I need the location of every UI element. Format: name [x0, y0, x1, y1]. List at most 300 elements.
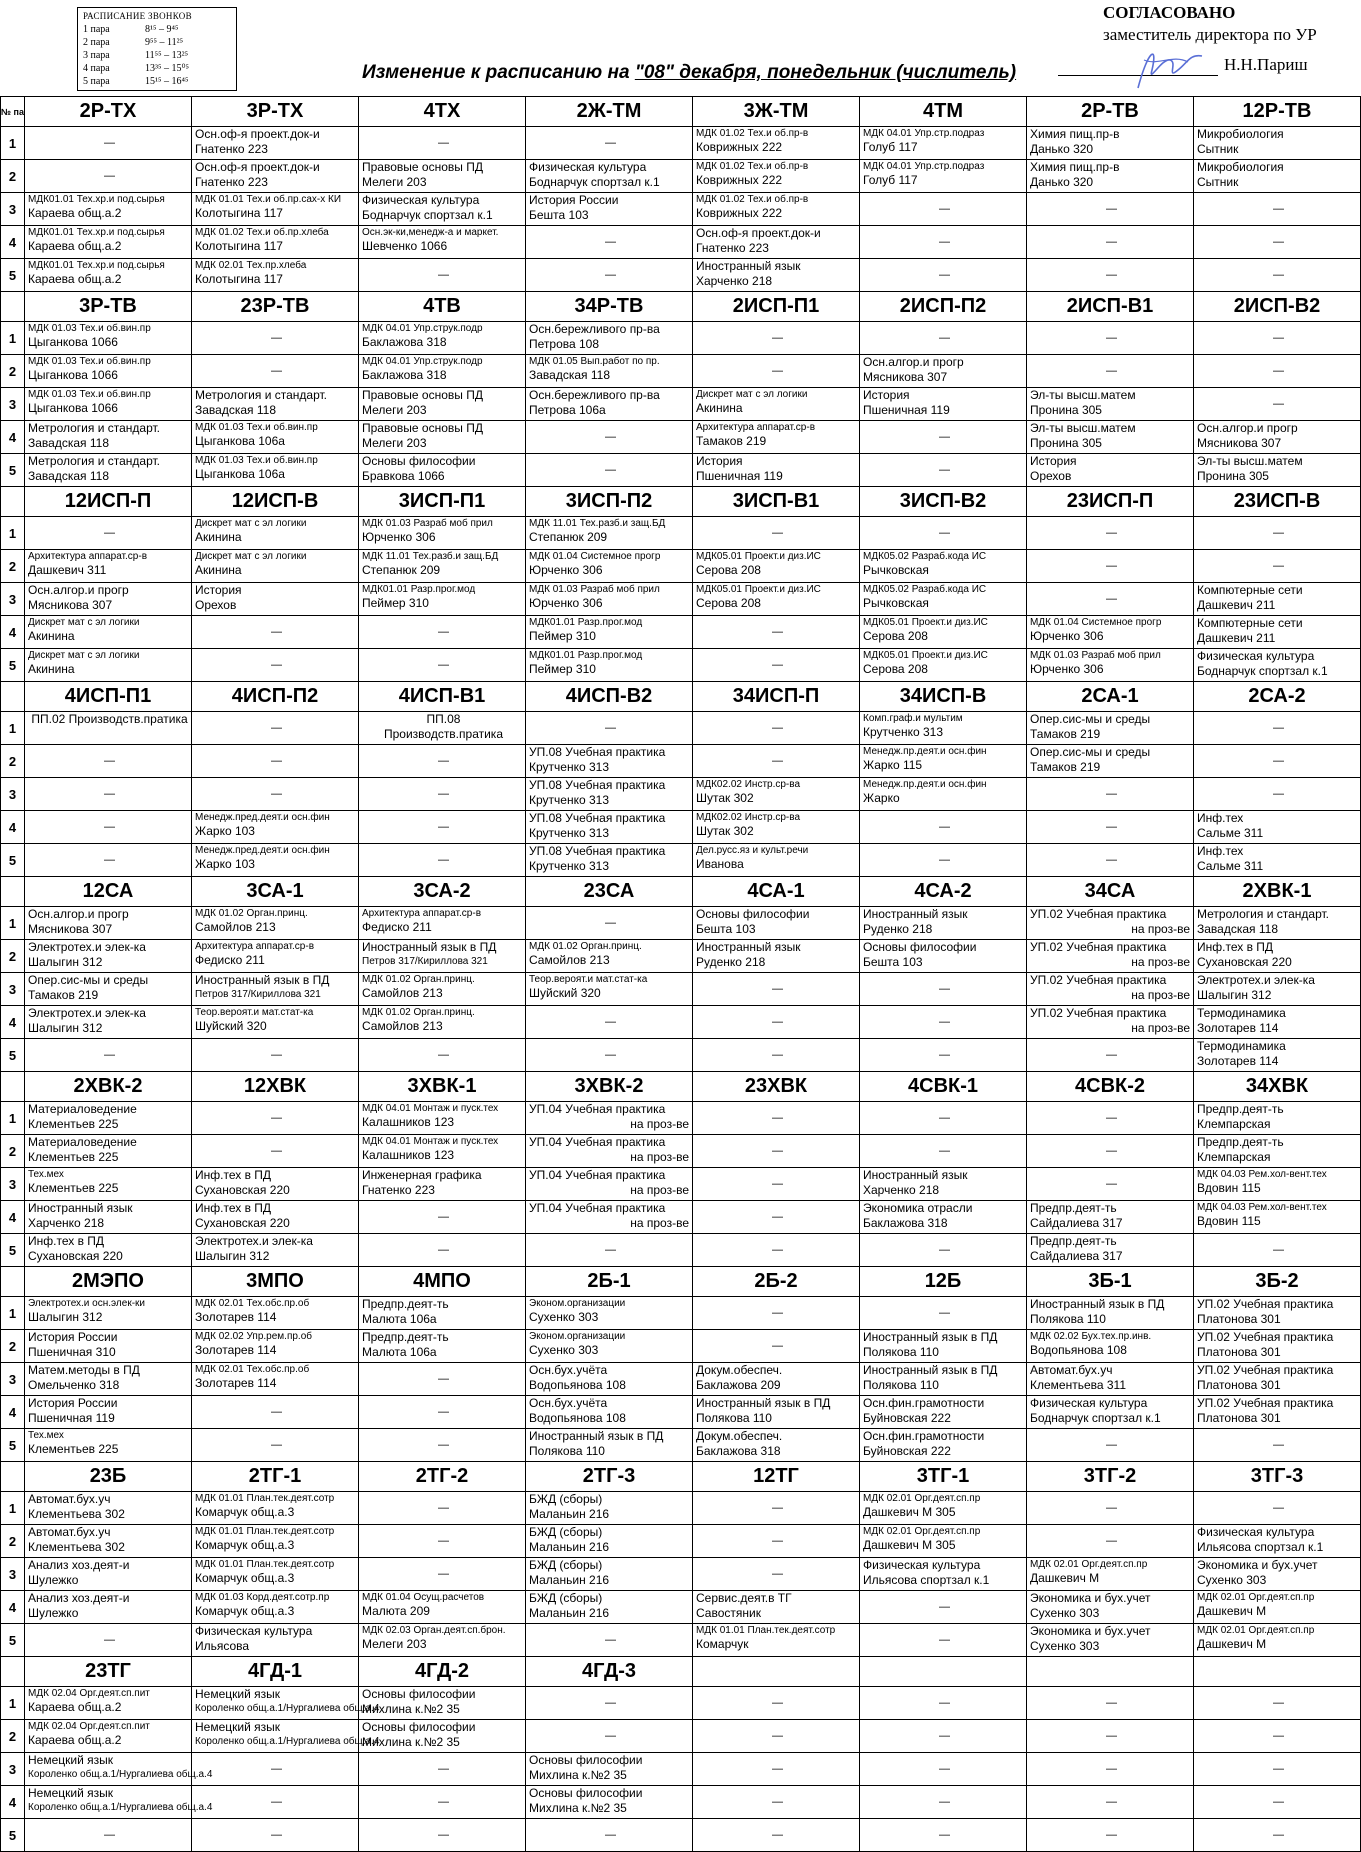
pair-number: 2	[1, 160, 25, 193]
lesson-cell	[1194, 127, 1361, 160]
subject: УП.02 Учебная практика	[1030, 973, 1167, 987]
pair-number: 3	[1, 1558, 25, 1591]
lesson-cell	[693, 127, 860, 160]
subject: МДК05.01 Проект.и диз.ИС	[696, 551, 821, 562]
group-name: 23ХВК	[693, 1072, 860, 1102]
lesson-cell	[192, 1492, 359, 1525]
lesson-cell	[192, 907, 359, 940]
group-name	[1027, 1657, 1194, 1687]
lesson-cell	[359, 1135, 526, 1168]
subject: МДК 01.04 Системное прогр	[1030, 617, 1162, 628]
pair-number: 5	[1, 1429, 25, 1462]
lesson-cell: —	[693, 1558, 860, 1591]
teacher-room: Полякова 110	[1030, 1312, 1106, 1326]
subject: МДК01.01 Тех.хр.и под.сырья	[28, 194, 165, 205]
group-name: 4СВК-1	[860, 1072, 1027, 1102]
subject: МДК 01.02 Орган.принц.	[362, 974, 475, 985]
lesson-cell	[1027, 1591, 1194, 1624]
teacher-room: Водопьянова 108	[1030, 1343, 1127, 1357]
teacher-room: Дашкевич М 305	[863, 1505, 956, 1519]
lesson-row	[1, 1819, 1361, 1852]
group-name: 2ИСП-В2	[1194, 292, 1361, 322]
lesson-cell	[526, 160, 693, 193]
group-name: 2ИСП-П2	[860, 292, 1027, 322]
teacher-room: Комарчук общ.а.3	[195, 1538, 295, 1552]
teacher-room: на проз-ве	[1131, 922, 1190, 936]
pair-number-header	[1, 877, 25, 907]
subject: Метрология и стандарт.	[195, 388, 327, 402]
lesson-cell	[25, 1168, 192, 1201]
group-name: 4СА-2	[860, 877, 1027, 907]
lesson-row	[1, 616, 1361, 649]
lesson-cell: —	[1027, 1039, 1194, 1072]
lesson-cell: —	[693, 1168, 860, 1201]
teacher-room: Самойлов 213	[195, 920, 276, 934]
subject: Дискрет мат с эл логики	[28, 650, 140, 661]
subject: Основы философии	[529, 1753, 643, 1767]
subject: Осн.оф-я проект.док-и	[195, 160, 320, 174]
lesson-cell	[359, 421, 526, 454]
pair-number: 3	[1, 973, 25, 1006]
teacher-room: Данько 320	[1030, 142, 1094, 156]
subject: Автомат.бух.уч	[1030, 1363, 1113, 1377]
subject: УП.08 Учебная практика	[529, 844, 666, 858]
lesson-cell	[860, 388, 1027, 421]
pair-number: 3	[1, 388, 25, 421]
subject: МДК 01.05 Вып.работ по пр.	[529, 356, 660, 367]
subject: История России	[529, 193, 619, 207]
subject: Основы философии	[362, 454, 476, 468]
teacher-room: Клементьев 225	[28, 1442, 119, 1456]
teacher-room: Омельченко 318	[28, 1378, 120, 1392]
lesson-cell: —	[25, 1624, 192, 1657]
group-header-row	[1, 682, 1361, 712]
teacher-room: Федиско 211	[195, 953, 265, 967]
teacher-room: Шулежко	[28, 1573, 79, 1587]
lesson-cell: —	[25, 517, 192, 550]
subject: Электротех.и элек-ка	[195, 1234, 313, 1248]
lesson-cell	[860, 1492, 1027, 1525]
teacher-room: Золотарев 114	[1197, 1054, 1279, 1068]
subject: МДК05.01 Проект.и диз.ИС	[696, 584, 821, 595]
group-name: 2СА-2	[1194, 682, 1361, 712]
subject: УП.02 Учебная практика	[1197, 1396, 1334, 1410]
subject: Менедж.пред.деят.и осн.фин	[195, 845, 330, 856]
subject: МДК05.01 Проект.и диз.ИС	[863, 650, 988, 661]
subject: Менедж.пред.деят.и осн.фин	[195, 812, 330, 823]
lesson-cell	[860, 160, 1027, 193]
teacher-room: Федиско 211	[362, 920, 432, 934]
teacher-room: Золотарев 114	[195, 1343, 277, 1357]
subject: МДК 01.04 Осущ.расчетов	[362, 1592, 485, 1603]
subject: Предпр.деят-ть	[1197, 1135, 1284, 1149]
group-name: 3ТГ-1	[860, 1462, 1027, 1492]
teacher-room: Шалыгин 312	[28, 1021, 103, 1035]
subject: Иностранный язык	[696, 259, 801, 273]
teacher-room: Клементьева 302	[28, 1540, 125, 1554]
lesson-cell: —	[359, 616, 526, 649]
lesson-cell	[192, 259, 359, 292]
lesson-cell	[860, 1558, 1027, 1591]
bell-row: 2 пара 9⁵⁵ – 11²⁵	[83, 37, 184, 48]
lesson-cell	[1027, 1234, 1194, 1267]
teacher-room: Пеймер 310	[362, 596, 429, 610]
pair-number-header: № па	[1, 97, 25, 127]
group-name: 3ХВК-1	[359, 1072, 526, 1102]
teacher-room: Цыганкова 1066	[28, 335, 118, 349]
subject: УП.08 Учебная практика	[529, 778, 666, 792]
subject: Архитектура аппарат.ср-в	[28, 551, 148, 562]
lesson-cell: —	[860, 193, 1027, 226]
lesson-cell	[1027, 388, 1194, 421]
lesson-cell	[526, 1525, 693, 1558]
teacher-room: Коврижных 222	[696, 206, 783, 220]
subject: Иностранный язык в ПД	[529, 1429, 664, 1443]
lesson-row	[1, 1297, 1361, 1330]
lesson-cell	[693, 550, 860, 583]
lesson-cell: —	[1194, 1234, 1361, 1267]
pair-number: 2	[1, 1720, 25, 1753]
lesson-row	[1, 811, 1361, 844]
subject: БЖД (сборы)	[529, 1525, 603, 1539]
teacher-room: Михлина к.№2 35	[529, 1801, 627, 1815]
subject: МДК01.01 Разр.прог.мод	[529, 650, 643, 661]
subject: МДК 01.02 Тех.и об.пр-в	[696, 161, 809, 172]
pair-number: 1	[1, 712, 25, 745]
teacher-room: Жарко 115	[863, 758, 923, 772]
pair-number: 4	[1, 1201, 25, 1234]
lesson-cell	[192, 811, 359, 844]
lesson-cell: —	[1027, 1492, 1194, 1525]
teacher-room: Баклажова 318	[696, 1444, 781, 1458]
subject: Физическая культура	[863, 1558, 981, 1572]
teacher-room: Золотарев 114	[195, 1310, 277, 1324]
lesson-row	[1, 421, 1361, 454]
lesson-row	[1, 1687, 1361, 1720]
lesson-cell: —	[192, 355, 359, 388]
teacher-room: Сухенко 303	[1030, 1606, 1100, 1620]
subject: Физическая культура	[529, 160, 647, 174]
teacher-room: Пшеничная 119	[696, 469, 783, 483]
lesson-cell	[860, 1429, 1027, 1462]
teacher-room: Шутак 302	[696, 791, 754, 805]
subject: УП.02 Учебная практика	[1030, 940, 1167, 954]
subject: Осн.эк-ки,менедж-а и маркет.	[362, 227, 499, 238]
lesson-cell	[1194, 1297, 1361, 1330]
lesson-cell	[25, 1396, 192, 1429]
pair-number-header	[1, 1072, 25, 1102]
teacher-room: Дашкевич 211	[1197, 631, 1276, 645]
group-header-row	[1, 877, 1361, 907]
lesson-cell: —	[1027, 1135, 1194, 1168]
lesson-cell	[359, 1297, 526, 1330]
lesson-row	[1, 1135, 1361, 1168]
pair-number: 5	[1, 1234, 25, 1267]
teacher-room: Клементьева 302	[28, 1507, 125, 1521]
subject: Физическая культура	[362, 193, 480, 207]
subject: История	[863, 388, 910, 402]
lesson-cell: —	[860, 1102, 1027, 1135]
lesson-cell	[1027, 1558, 1194, 1591]
lesson-cell: —	[359, 1525, 526, 1558]
subject: Теор.вероят.и мат.стат-ка	[529, 974, 648, 985]
subject: МДК 02.01 Орг.деят.сп.пр	[1197, 1592, 1315, 1603]
lesson-row	[1, 1201, 1361, 1234]
teacher-room: Орехов	[1030, 469, 1072, 483]
lesson-cell	[860, 550, 1027, 583]
subject: МДК 01.02 Тех.и об.пр-в	[696, 194, 809, 205]
lesson-cell: —	[860, 454, 1027, 487]
lesson-cell	[192, 421, 359, 454]
lesson-cell: —	[1027, 811, 1194, 844]
pair-number: 1	[1, 1687, 25, 1720]
lesson-row	[1, 649, 1361, 682]
lesson-cell	[1194, 1396, 1361, 1429]
subject: Анализ хоз.деят-и	[28, 1591, 130, 1605]
lesson-cell: —	[526, 1006, 693, 1039]
subject: Эконом.организации	[529, 1331, 626, 1342]
lesson-cell	[1027, 127, 1194, 160]
lesson-cell	[526, 649, 693, 682]
teacher-room: на проз-ве	[630, 1216, 689, 1230]
lesson-cell: —	[526, 907, 693, 940]
subject: Предпр.деят-ть	[362, 1330, 449, 1344]
teacher-room: Дашкевич М	[1197, 1637, 1267, 1651]
lesson-cell	[25, 1297, 192, 1330]
lesson-cell	[1194, 649, 1361, 682]
subject: УП.08 Учебная практика	[529, 811, 666, 825]
teacher-room: Михлина к.№2 35	[529, 1768, 627, 1782]
lesson-cell	[526, 1135, 693, 1168]
lesson-cell	[526, 1363, 693, 1396]
lesson-cell: —	[526, 454, 693, 487]
lesson-cell	[192, 193, 359, 226]
lesson-cell: —	[693, 1492, 860, 1525]
lesson-cell: —	[526, 1624, 693, 1657]
lesson-cell	[1194, 940, 1361, 973]
lesson-cell	[359, 712, 526, 745]
teacher-room: Маланьин 216	[529, 1540, 610, 1554]
lesson-cell	[25, 1330, 192, 1363]
subject: МДК 02.01 Тех.обс.пр.об	[195, 1364, 310, 1375]
subject: МДК 02.01 Орг.деят.сп.пр	[1197, 1625, 1315, 1636]
lesson-cell	[192, 1330, 359, 1363]
teacher-room: Дашкевич 211	[1197, 598, 1276, 612]
lesson-cell: —	[1194, 226, 1361, 259]
lesson-cell: —	[192, 1135, 359, 1168]
teacher-room: Сытник	[1197, 175, 1239, 189]
group-name: 2Р-ТВ	[1027, 97, 1194, 127]
lesson-cell	[526, 1786, 693, 1819]
lesson-row	[1, 1396, 1361, 1429]
group-name: 2Б-2	[693, 1267, 860, 1297]
teacher-room: Гнатенко 223	[195, 175, 268, 189]
lesson-cell	[526, 1330, 693, 1363]
pair-number: 5	[1, 1819, 25, 1852]
group-header-row	[1, 1267, 1361, 1297]
pair-number: 2	[1, 355, 25, 388]
teacher-room: Боднарчук спортзал к.1	[1030, 1411, 1161, 1425]
teacher-room: Боднарчук спортзал к.1	[1197, 664, 1328, 678]
subject: МДК 01.03 Тех.и об.вин.пр	[28, 356, 151, 367]
teacher-room: Жарко 103	[195, 824, 255, 838]
group-name: 34Р-ТВ	[526, 292, 693, 322]
teacher-room: Коврижных 222	[696, 140, 783, 154]
teacher-room: Цыганкова 1066	[28, 368, 118, 382]
subject: УП.02 Учебная практика	[1030, 1006, 1167, 1020]
group-name: 34ИСП-В	[860, 682, 1027, 712]
subject: МДК 11.01 Тех.разб.и защ.БД	[529, 518, 666, 529]
lesson-cell: —	[1194, 1819, 1361, 1852]
lesson-cell: —	[359, 844, 526, 877]
teacher-room: Юрченко 306	[529, 596, 603, 610]
teacher-room: Клементьева 311	[1030, 1378, 1127, 1392]
teacher-room: Клемпарская	[1197, 1150, 1271, 1164]
group-header-row	[1, 292, 1361, 322]
teacher-room: Тамаков 219	[1030, 760, 1101, 774]
lesson-cell	[1027, 1330, 1194, 1363]
subject: Основы философии	[863, 940, 977, 954]
teacher-room: Боднарчук спортзал к.1	[529, 175, 660, 189]
lesson-cell	[1027, 160, 1194, 193]
group-name	[1194, 1657, 1361, 1687]
subject: Инф.тех	[1197, 811, 1244, 825]
subject: Автомат.бух.уч	[28, 1525, 111, 1539]
lesson-cell	[693, 844, 860, 877]
group-name: 12ИСП-В	[192, 487, 359, 517]
subject: Опер.сис-мы и среды	[28, 973, 149, 987]
teacher-room: Юрченко 306	[1030, 629, 1104, 643]
lesson-cell	[1194, 616, 1361, 649]
teacher-room: Клементьев 225	[28, 1150, 119, 1164]
lesson-cell	[526, 193, 693, 226]
teacher-room: Маланьин 216	[529, 1606, 610, 1620]
lesson-cell	[526, 1492, 693, 1525]
subject: УП.02 Учебная практика	[1197, 1363, 1334, 1377]
teacher-room: Караева общ.а.2	[28, 206, 122, 220]
teacher-room: Завадская 118	[28, 436, 109, 450]
teacher-room: Караева общ.а.2	[28, 1733, 122, 1747]
subject: Иностранный язык	[863, 907, 968, 921]
lesson-cell	[25, 583, 192, 616]
subject: Иностранный язык	[28, 1201, 133, 1215]
teacher-room: Маланьин 216	[529, 1573, 610, 1587]
subject: УП.08 Учебная практика	[529, 745, 666, 759]
lesson-cell: —	[25, 127, 192, 160]
teacher-room: Степанюк 209	[362, 563, 441, 577]
subject: МДК 04.01 Монтаж и пуск.тех	[362, 1103, 499, 1114]
subject: Осн.бережливого пр-ва	[529, 388, 660, 402]
teacher-room: Петрова 108	[529, 337, 600, 351]
group-name: 2ИСП-П1	[693, 292, 860, 322]
lesson-cell	[1027, 616, 1194, 649]
subject: Комп.граф.и мультим	[863, 713, 963, 724]
lesson-cell	[25, 712, 192, 745]
lesson-cell	[1027, 1396, 1194, 1429]
teacher-room: Дашкевич 311	[28, 563, 107, 577]
lesson-cell: —	[693, 1234, 860, 1267]
pair-number: 3	[1, 583, 25, 616]
lesson-cell	[526, 1201, 693, 1234]
teacher-room: Вдовин 115	[1197, 1214, 1261, 1228]
lesson-cell	[25, 940, 192, 973]
lesson-cell: —	[1027, 1429, 1194, 1462]
teacher-room: Крутченко 313	[863, 725, 943, 739]
subject: УП.02 Учебная практика	[1197, 1330, 1334, 1344]
lesson-cell: —	[192, 649, 359, 682]
lesson-cell	[1194, 1135, 1361, 1168]
teacher-room: на проз-ве	[630, 1183, 689, 1197]
subject: МДК01.01 Тех.хр.и под.сырья	[28, 227, 165, 238]
lesson-cell	[693, 454, 860, 487]
lesson-cell	[1194, 1168, 1361, 1201]
lesson-cell: —	[192, 1039, 359, 1072]
group-name: 2СА-1	[1027, 682, 1194, 712]
lesson-row	[1, 712, 1361, 745]
group-header-row	[1, 487, 1361, 517]
teacher-room: Колотыгина 117	[195, 272, 283, 286]
subject: Архитектура аппарат.ср-в	[362, 908, 482, 919]
subject: Предпр.деят-ть	[1197, 1102, 1284, 1116]
subject: Физическая культура	[195, 1624, 313, 1638]
lesson-cell	[1027, 649, 1194, 682]
lesson-cell: —	[860, 1234, 1027, 1267]
subject: УП.04 Учебная практика	[529, 1102, 666, 1116]
lesson-cell: —	[192, 745, 359, 778]
subject: Термодинамика	[1197, 1039, 1286, 1053]
lesson-cell	[192, 160, 359, 193]
pair-number: 1	[1, 127, 25, 160]
teacher-room: Полякова 110	[863, 1378, 939, 1392]
subject: Экономика отрасли	[863, 1201, 973, 1215]
subject: МДК 01.01 План.тек.деят.сотр	[195, 1493, 335, 1504]
lesson-cell: —	[1194, 1492, 1361, 1525]
lesson-cell	[1027, 1006, 1194, 1039]
subject: УП.02 Учебная практика	[1030, 907, 1167, 921]
subject: Осн.фин.грамотности	[863, 1429, 985, 1443]
group-name: 23СА	[526, 877, 693, 907]
lesson-cell: —	[526, 127, 693, 160]
group-name: 2МЭПО	[25, 1267, 192, 1297]
subject: Эконом.организации	[529, 1298, 626, 1309]
lesson-cell: —	[526, 1720, 693, 1753]
teacher-room: Цыганкова 106а	[195, 467, 285, 481]
lesson-cell	[25, 1363, 192, 1396]
teacher-room: Пронина 305	[1197, 469, 1269, 483]
lesson-cell	[1194, 907, 1361, 940]
lesson-cell	[1027, 973, 1194, 1006]
subject: МДК 01.02 Орган.принц.	[195, 908, 308, 919]
teacher-room: Платонова 301	[1197, 1345, 1281, 1359]
teacher-room: Баклажова 318	[362, 368, 447, 382]
lesson-cell: —	[693, 517, 860, 550]
subject: Дел.русс.яз и культ.речи	[696, 845, 809, 856]
teacher-room: Пшеничная 119	[863, 403, 950, 417]
lesson-cell	[25, 322, 192, 355]
pair-number: 4	[1, 226, 25, 259]
teacher-room: Акинина	[28, 629, 75, 643]
lesson-cell	[693, 811, 860, 844]
teacher-room: Рычковская	[863, 596, 929, 610]
lesson-cell	[359, 517, 526, 550]
group-name: 3Ж-ТМ	[693, 97, 860, 127]
subject: БЖД (сборы)	[529, 1591, 603, 1605]
pair-number-header	[1, 1267, 25, 1297]
lesson-cell	[25, 550, 192, 583]
lesson-cell	[693, 1624, 860, 1657]
lesson-cell: —	[1027, 1525, 1194, 1558]
lesson-cell	[1194, 583, 1361, 616]
